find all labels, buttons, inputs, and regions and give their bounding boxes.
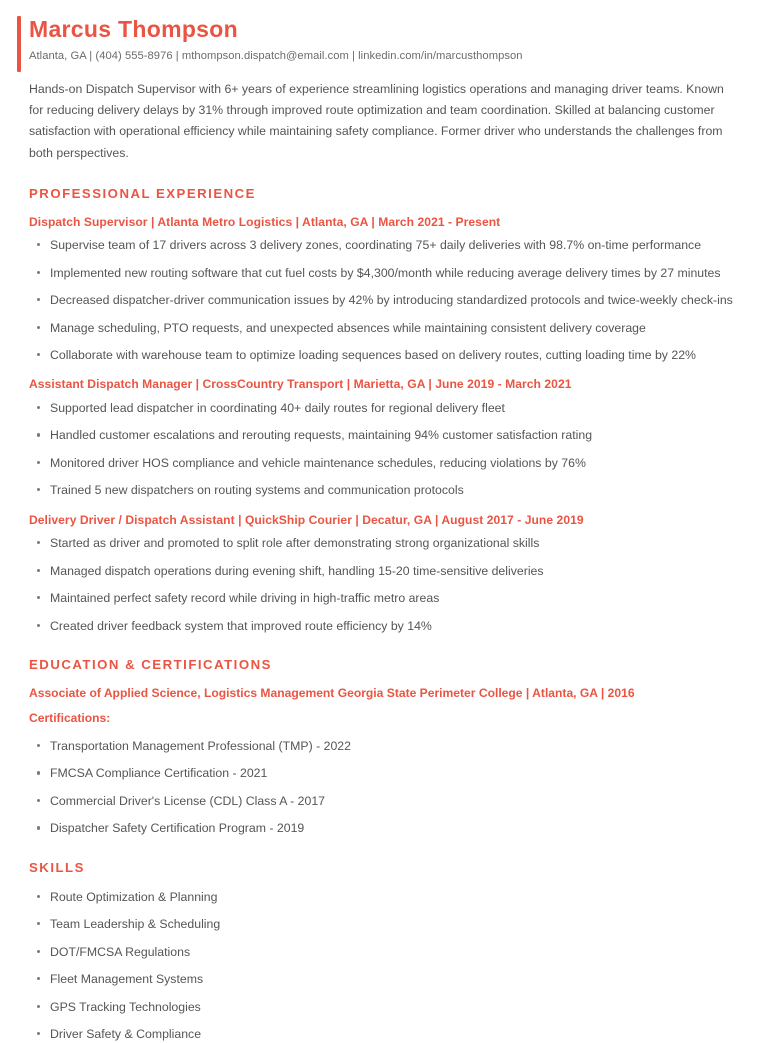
- resume-header: [29, 0, 739, 65]
- section-title-experience: PROFESSIONAL EXPERIENCE: [29, 185, 256, 201]
- section-education-certifications: [29, 657, 739, 838]
- education-degree-line: Associate of Applied Science, Logistics Management Georgia State Perimeter College | Atlanta, GA | 2016: [29, 685, 635, 700]
- experience-entry: [29, 376, 739, 499]
- section-skills: [29, 860, 739, 1043]
- list-item: Handled customer escalations and rerouting requests, maintaining 94% customer satisfaction rating: [29, 426, 739, 444]
- list-item: Implemented new routing software that cut fuel costs by $4,300/month while reducing average delivery times by 27 minutes: [29, 264, 739, 282]
- list-item: Decreased dispatcher-driver communication issues by 42% by introducing standardized protocols and twice-weekly check-ins: [29, 291, 739, 309]
- list-item: Maintained perfect safety record while driving in high-traffic metro areas: [29, 589, 739, 607]
- list-item: Commercial Driver's License (CDL) Class A - 2017: [29, 792, 739, 810]
- experience-bullet-list: [29, 399, 739, 500]
- section-professional-experience: [29, 186, 739, 635]
- experience-entry: [29, 512, 739, 635]
- certifications-list: [29, 737, 739, 838]
- experience-entry-heading: Delivery Driver / Dispatch Assistant | QuickShip Courier | Decatur, GA | August 2017 - June 2019: [29, 512, 584, 527]
- list-item: Managed dispatch operations during evening shift, handling 15-20 time-sensitive deliveries: [29, 562, 739, 580]
- list-item: Driver Safety & Compliance: [29, 1025, 739, 1043]
- list-item: DOT/FMCSA Regulations: [29, 943, 739, 961]
- list-item: GPS Tracking Technologies: [29, 998, 739, 1016]
- list-item: Team Leadership & Scheduling: [29, 915, 739, 933]
- list-item: Fleet Management Systems: [29, 970, 739, 988]
- list-item: Started as driver and promoted to split role after demonstrating strong organizational skills: [29, 534, 739, 552]
- experience-entry-heading: Dispatch Supervisor | Atlanta Metro Logistics | Atlanta, GA | March 2021 - Present: [29, 214, 501, 229]
- experience-entry: [29, 214, 739, 365]
- list-item: Monitored driver HOS compliance and vehicle maintenance schedules, reducing violations by 76%: [29, 454, 739, 472]
- certifications-label: Certifications:: [29, 711, 111, 726]
- accent-bar: [17, 16, 21, 72]
- list-item: Created driver feedback system that improved route efficiency by 14%: [29, 617, 739, 635]
- professional-summary: Hands-on Dispatch Supervisor with 6+ years of experience streamlining logistics operations and managing driver teams. Known for reducing delivery delays by 31% through improved route optimization and team coordination. Skilled at balancing customer satisfaction with operational efficiency while maintaining safety compliance. Former driver who understands the challenges from both perspectives.: [29, 82, 724, 160]
- list-item: Trained 5 new dispatchers on routing systems and communication protocols: [29, 481, 739, 499]
- experience-bullet-list: [29, 534, 739, 635]
- list-item: FMCSA Compliance Certification - 2021: [29, 764, 739, 782]
- skills-list: [29, 888, 739, 1043]
- section-title-education: EDUCATION & CERTIFICATIONS: [29, 656, 272, 672]
- list-item: Transportation Management Professional (TMP) - 2022: [29, 737, 739, 755]
- list-item: Manage scheduling, PTO requests, and unexpected absences while maintaining consistent delivery coverage: [29, 319, 739, 337]
- list-item: Dispatcher Safety Certification Program - 2019: [29, 819, 739, 837]
- list-item: Supported lead dispatcher in coordinating 40+ daily routes for regional delivery fleet: [29, 399, 739, 417]
- section-title-skills: SKILLS: [29, 859, 85, 875]
- experience-bullet-list: [29, 236, 739, 364]
- contact-info-line: Atlanta, GA | (404) 555-8976 | mthompson.dispatch@email.com | linkedin.com/in/marcusthompson: [29, 50, 523, 63]
- experience-entry-heading: Assistant Dispatch Manager | CrossCountry Transport | Marietta, GA | June 2019 - March 2021: [29, 377, 572, 392]
- candidate-name: Marcus Thompson: [29, 16, 238, 42]
- list-item: Route Optimization & Planning: [29, 888, 739, 906]
- list-item: Supervise team of 17 drivers across 3 delivery zones, coordinating 75+ daily deliveries with 98.7% on-time performance: [29, 236, 739, 254]
- list-item: Collaborate with warehouse team to optimize loading sequences based on delivery routes, cutting loading time by 22%: [29, 346, 739, 364]
